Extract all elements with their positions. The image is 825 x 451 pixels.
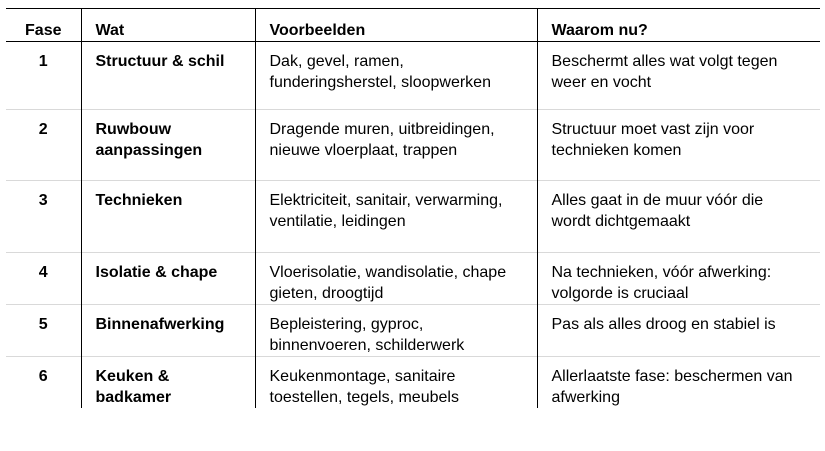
cell-waarom: Alles gaat in de muur vóór die wordt dichtgemaakt xyxy=(537,181,820,253)
table-row xyxy=(6,181,820,253)
table-header xyxy=(6,9,820,42)
cell-waarom: Allerlaatste fase: beschermen van afwerking xyxy=(537,357,820,409)
cell-waarom: Structuur moet vast zijn voor technieken komen xyxy=(537,110,820,181)
cell-waarom: Beschermt alles wat volgt tegen weer en vocht xyxy=(537,42,820,110)
table-body xyxy=(6,42,820,409)
cell-wat: Binnenafwerking xyxy=(81,305,255,357)
cell-voorbeelden: Bepleistering, gyproc, binnenvoeren, schilderwerk xyxy=(255,305,537,357)
header-row xyxy=(6,9,820,42)
table-row xyxy=(6,357,820,409)
cell-voorbeelden: Keukenmontage, sanitaire toestellen, tegels, meubels xyxy=(255,357,537,409)
cell-voorbeelden: Dragende muren, uitbreidingen, nieuwe vloerplaat, trappen xyxy=(255,110,537,181)
header-fase: Fase xyxy=(6,9,81,42)
cell-fase: 1 xyxy=(38,53,48,70)
cell-fase: 5 xyxy=(38,316,48,333)
cell-wat: Ruwbouw aanpassingen xyxy=(81,110,255,181)
table-row xyxy=(6,305,820,357)
header-voorbeelden: Voorbeelden xyxy=(255,9,537,42)
cell-fase: 6 xyxy=(38,368,48,385)
cell-voorbeelden: Dak, gevel, ramen, funderingsherstel, sloopwerken xyxy=(255,42,537,110)
header-wat: Wat xyxy=(81,9,255,42)
cell-voorbeelden: Elektriciteit, sanitair, verwarming, ventilatie, leidingen xyxy=(255,181,537,253)
header-waarom: Waarom nu? xyxy=(537,9,820,42)
cell-waarom: Pas als alles droog en stabiel is xyxy=(537,305,820,357)
cell-voorbeelden: Vloerisolatie, wandisolatie, chape gieten, droogtijd xyxy=(255,253,537,305)
table-row xyxy=(6,110,820,181)
cell-wat: Structuur & schil xyxy=(81,42,255,110)
table-row xyxy=(6,253,820,305)
cell-fase: 4 xyxy=(38,264,48,281)
table-row xyxy=(6,42,820,110)
cell-fase: 3 xyxy=(38,192,48,209)
cell-waarom: Na technieken, vóór afwerking: volgorde is cruciaal xyxy=(537,253,820,305)
renovation-phases-table xyxy=(6,8,820,408)
cell-fase: 2 xyxy=(38,121,48,138)
cell-wat: Isolatie & chape xyxy=(81,253,255,305)
cell-wat: Technieken xyxy=(81,181,255,253)
cell-wat: Keuken & badkamer xyxy=(81,357,255,409)
